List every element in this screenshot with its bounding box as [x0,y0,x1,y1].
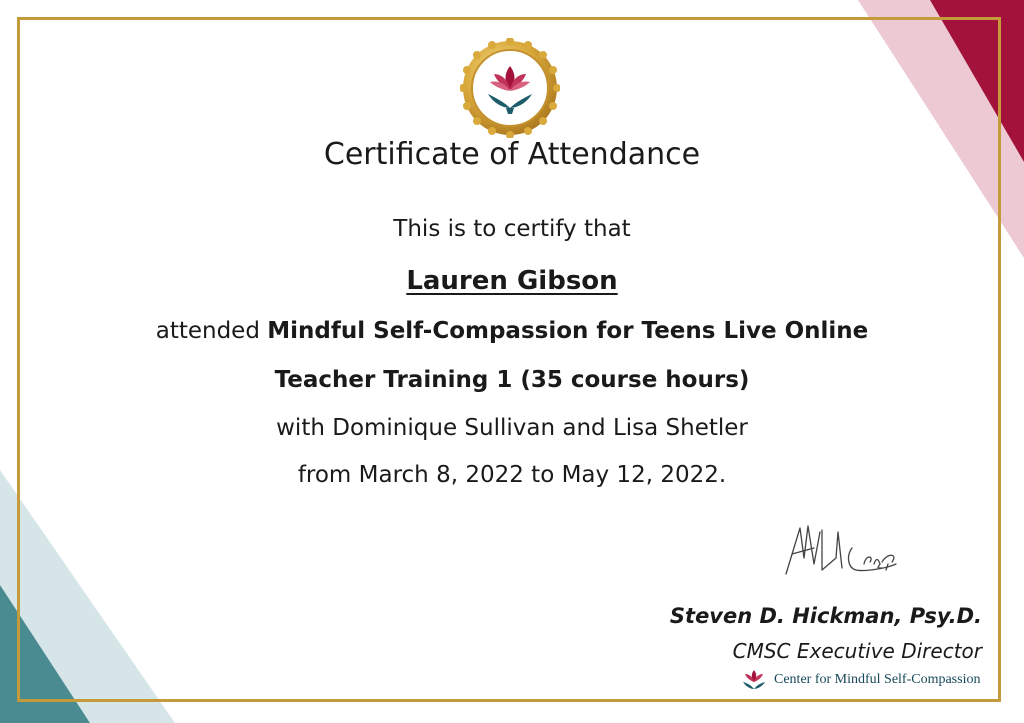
attended-prefix: attended [155,318,268,344]
organization-name: Center for Mindful Self-Compassion [774,672,981,687]
organization-logo [738,668,980,692]
signer-name: Steven D. Hickman, Psy.D. [669,604,982,628]
handwritten-signature [778,518,923,584]
certify-intro: This is to certify that [393,216,631,242]
certificate-title: Certificate of Attendance [323,137,701,172]
lotus-hands-seal-icon [460,38,560,138]
recipient-name-text: Lauren Gibson [406,266,618,296]
lotus-hands-logo-icon [738,668,770,692]
instructors-line: with Dominique Sullivan and Lisa Shetler [276,415,748,441]
signer-role: CMSC Executive Director [732,639,982,663]
course-title-part-2: Teacher Training 1 (35 course hours) [274,367,750,393]
course-line-1 [0,318,1024,344]
recipient-name [0,266,1024,296]
dates-line: from March 8, 2022 to May 12, 2022. [297,462,727,488]
course-title-part-1: Mindful Self-Compassion for Teens Live Online [267,318,869,344]
